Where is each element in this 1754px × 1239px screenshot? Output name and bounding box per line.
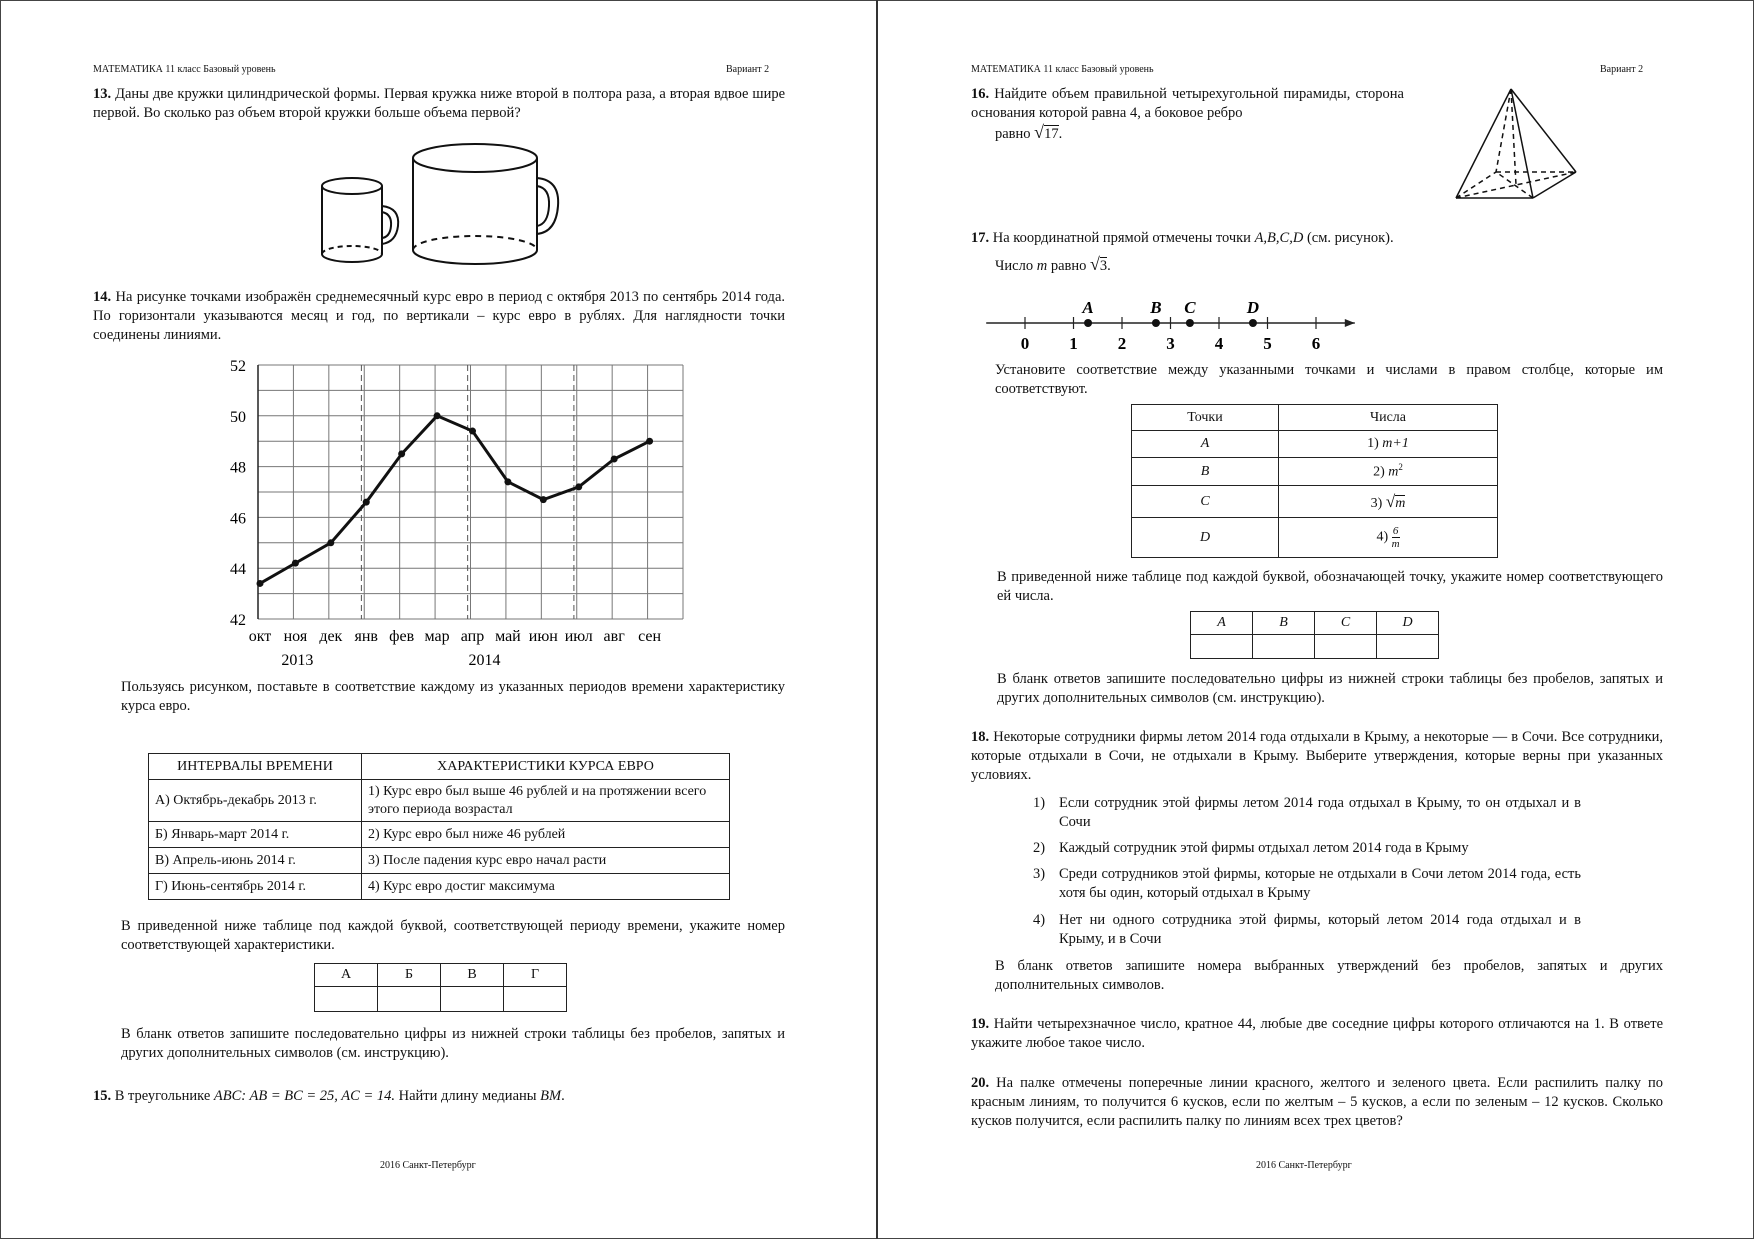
answer-letter: A [1191,612,1253,635]
point-label: A [1082,298,1094,317]
q18-blank-instruction: В бланк ответов запишите номера выбранных утверждений без пробелов, запятых и других дополнительных символов. [995,958,1663,993]
table-cell: C [1132,486,1279,518]
q17-answer-instruction: В приведенной ниже таблице под каждой буквой, обозначающей точку, укажите номер соответствующего ей числа. [997,569,1663,604]
table-cell: Г) Июнь-сентябрь 2014 г. [149,874,362,900]
table-cell: 2) $m^2$ [1279,458,1498,486]
tick-label: 1 [1069,334,1078,353]
point-label: C [1184,298,1196,317]
q17-answer-table [1190,611,1439,659]
point-marker [1186,319,1194,327]
data-point [434,412,441,419]
table-cell: А) Октябрь-декабрь 2013 г. [149,780,362,822]
table-cell: В) Апрель-июнь 2014 г. [149,848,362,874]
x-tick-label: май [495,628,521,645]
answer-letter: А [315,964,378,987]
option-text: Среди сотрудников этой фирмы, которые не отдыхали в Сочи летом 2014 года, есть хотя бы один, который отдыхал в Крыму [1059,866,1581,901]
x-tick-label: мар [424,628,450,645]
option-number: 1) [1033,795,1046,811]
point-marker [1152,319,1160,327]
x-tick-label: июл [564,628,593,645]
question-number: 16. [971,86,990,102]
table-cell: 2) Курс евро был ниже 46 рублей [362,822,730,848]
answer-letter: D [1377,612,1439,635]
question-text: На палке отмечены поперечные линии красного, желтого и зеленого цвета. Если распилить палку по красным линиям, то получится 6 кусков, если по желтым – 5 кусков, а если по зеленым – 12 кусков. Сколько кусков получится, если распилить палку по линиям всех трех цветов? [971,1075,1664,1129]
euro-rate-chart [0,0,876,700]
table-cell: 4) Курс евро достиг максимума [362,874,730,900]
points-list: A,B,C,D [1254,230,1304,246]
table-cell: Б) Январь-март 2014 г. [149,822,362,848]
year-label: 2014 [468,652,501,669]
data-point [540,496,547,503]
y-tick-label: 42 [230,612,246,629]
question-text: На координатной прямой отмечены точки [992,230,1251,246]
table-cell: 3) √m [1279,486,1498,518]
answer-cell[interactable] [1377,635,1439,659]
y-tick-label: 50 [230,408,246,426]
x-tick-label: янв [354,628,378,645]
tick-label: 2 [1117,334,1127,353]
question-19 [971,1015,1663,1053]
table-cell: B [1132,458,1279,486]
table-cell: A [1132,431,1279,458]
question-text: В треугольнике [114,1088,211,1104]
point-label: B [1150,298,1162,317]
q14-instruction: Пользуясь рисунком, поставьте в соответствие каждому из указанных периодов времени характеристику курса евро. [121,679,785,714]
x-tick-label: апр [460,628,485,645]
table-cell: 3) После падения курс евро начал расти [362,848,730,874]
answer-letter: B [1253,612,1315,635]
number-line [878,0,1754,360]
question-number: 13. [93,86,112,102]
q14-blank-instruction: В бланк ответов запишите последовательно цифры из нижней строки таблицы без пробелов, запятых и других дополнительных символов (см. инструкцию). [121,1026,785,1061]
question-text: равно [1050,258,1087,274]
option-text: Каждый сотрудник этой фирмы отдыхал летом 2014 года в Крыму [1059,840,1469,856]
question-formula: BM [540,1088,562,1104]
question-text: Число [995,258,1034,274]
y-tick-label: 48 [230,459,246,477]
q14-answer-table [314,963,567,1012]
question-15 [93,1087,785,1106]
table-cell: 1) Курс евро был выше 46 рублей и на протяжении всего этого периода возрастал [362,780,730,822]
point-label: D [1246,298,1260,317]
question-text: . [1058,126,1063,142]
x-tick-label: авг [603,628,625,645]
answer-cell[interactable] [378,987,441,1012]
question-text: . [561,1088,565,1104]
data-point [257,580,264,587]
y-tick-label: 44 [230,561,246,579]
q14-answer-instruction: В приведенной ниже таблице под каждой буквой, соответствующей периоду времени, укажите номер соответствующей характеристики. [121,918,785,953]
table-cell: 4) $\frac{6}{m}$ [1279,518,1498,558]
question-formula: ABC: AB = BC = 25, AC = 14. [213,1088,395,1104]
question-number: 15. [93,1088,112,1104]
answer-cell[interactable] [315,987,378,1012]
x-tick-label: окт [248,628,272,645]
table-cell: D [1132,518,1279,558]
q17-instruction: Установите соответствие между указанными точками и числами в правом столбце, которые им соответствуют. [995,362,1663,397]
q18-option [1033,865,1581,903]
answer-letter: C [1315,612,1377,635]
question-text: равно [995,126,1031,142]
tick-label: 3 [1166,334,1175,353]
data-point [646,438,653,445]
header-left: МАТЕМАТИКА 11 класс Базовый уровень [93,64,276,75]
year-label: 2013 [281,652,314,669]
point-marker [1084,319,1092,327]
footer: 2016 Санкт-Петербург [380,1160,476,1171]
header-right: Вариант 2 [726,64,770,75]
x-tick-label: фев [389,628,415,645]
data-point [292,560,299,567]
data-point [469,428,476,435]
option-number: 4) [1033,912,1046,928]
table-header: ХАРАКТЕРИСТИКИ КУРСА ЕВРО [362,754,730,780]
right-page [878,0,1754,1239]
q18-option [1033,794,1581,832]
answer-cell[interactable] [1191,635,1253,659]
axis-arrow [1345,319,1355,327]
question-number: 14. [93,289,112,305]
question-20 [971,1074,1663,1131]
question-text: . [1107,258,1111,274]
y-tick-label: 46 [230,510,246,528]
question-number: 18. [971,729,990,745]
table-header: ИНТЕРВАЛЫ ВРЕМЕНИ [149,754,362,780]
y-tick-label: 52 [230,358,246,375]
option-text: Если сотрудник этой фирмы летом 2014 года отдыхал в Крыму, то он отдыхал и в Сочи [1059,795,1581,830]
footer: 2016 Санкт-Петербург [1256,1160,1352,1171]
tick-label: 5 [1263,334,1272,353]
data-point [327,539,334,546]
question-text: Найдите объем правильной четырехугольной пирамиды, сторона основания которой равна 4, а боковое ребро [971,86,1404,121]
variable-m: m [1036,258,1048,274]
question-number: 17. [971,230,990,246]
option-text: Нет ни одного сотрудника этой фирмы, который летом 2014 года отдыхал и в Крыму, и в Сочи [1059,912,1581,947]
sqrt-value: 3 [1099,258,1108,274]
q17-match-table [1131,404,1498,558]
q18-option [1033,839,1581,858]
question-text: Даны две кружки цилиндрической формы. Первая кружка ниже второй в полтора раза, а вторая вдвое шире первой. Во сколько раз объем второй кружки больше объема первой? [93,86,786,121]
data-point [363,499,370,506]
q18-option [1033,911,1581,949]
question-number: 20. [971,1075,990,1091]
data-point [575,483,582,490]
data-point [504,478,511,485]
x-tick-label: ноя [283,628,308,645]
question-text: На рисунке точками изображён среднемесячный курс евро в период с октября 2013 по сентябрь 2014 года. По горизонтали указываются месяц и год, по вертикали – курс евро в рублях. Для наглядности точки соединены линиями. [93,289,785,343]
answer-letter: Б [378,964,441,987]
answer-letter: Г [504,964,567,987]
left-page [0,0,876,1239]
sqrt-sign: √ [1090,254,1100,274]
option-number: 3) [1033,866,1046,882]
x-tick-label: дек [319,628,343,645]
q17-blank-instruction: В бланк ответов запишите последовательно цифры из нижней строки таблицы без пробелов, запятых и других дополнительных символов (см. инструкцию). [997,671,1663,706]
sqrt-value: 17 [1044,126,1059,142]
data-point [611,455,618,462]
table-cell: 1) m+1 [1279,431,1498,458]
tick-label: 0 [1020,334,1030,353]
sqrt-sign: √ [1034,122,1045,142]
point-marker [1249,319,1257,327]
tick-label: 6 [1311,334,1321,353]
header-right: Вариант 2 [1600,64,1644,75]
question-text: (см. рисунок). [1306,230,1394,246]
x-tick-label: сен [638,628,662,645]
question-number: 19. [971,1016,990,1032]
answer-cell[interactable] [1253,635,1315,659]
question-18 [971,728,1663,785]
x-tick-label: июн [528,628,558,645]
data-point [398,450,405,457]
table-header: Числа [1279,405,1498,431]
question-text: Найти четырехзначное число, кратное 44, любые две соседние цифры которого отличаются на 1. В ответе укажите любое такое число. [971,1016,1664,1051]
table-header: Точки [1132,405,1279,431]
header-left: МАТЕМАТИКА 11 класс Базовый уровень [971,64,1154,75]
option-number: 2) [1033,840,1046,856]
answer-letter: В [441,964,504,987]
tick-label: 4 [1214,334,1224,353]
question-text: Некоторые сотрудники фирмы летом 2014 года отдыхали в Крыму, а некоторые — в Сочи. Все сотрудники, которые отдыхали в Сочи, не отдыхали в Крыму. Выберите утверждения, которые верны при указанных условиях. [971,729,1663,783]
question-text: Найти длину медианы [398,1088,537,1104]
answer-cell[interactable] [1315,635,1377,659]
answer-cell[interactable] [441,987,504,1012]
answer-cell[interactable] [504,987,567,1012]
q14-match-table [148,753,730,900]
